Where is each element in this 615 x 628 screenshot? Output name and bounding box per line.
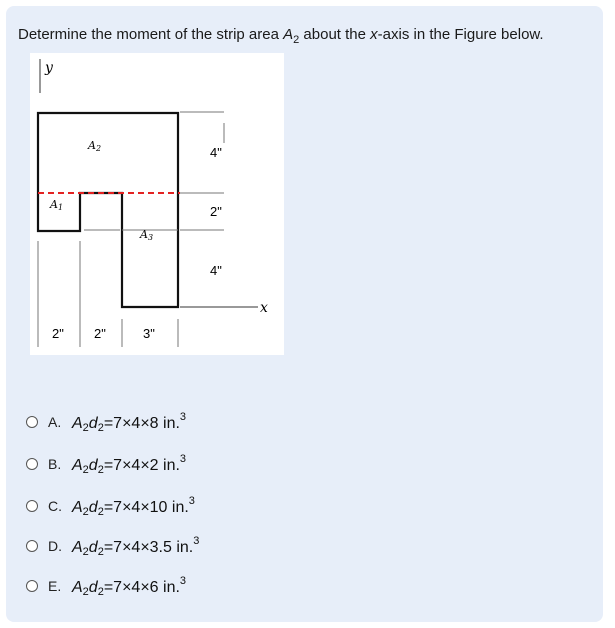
option-expression: $A_2d_2=7\times 4\times 8$ in.$^3$ [72, 410, 187, 434]
horizontal-dim-2: 2" [94, 326, 106, 341]
option-expression: $A_2d_2=7\times 4\times 10$ in.$^3$ [72, 494, 195, 518]
question-area-symbol: A [283, 26, 294, 43]
option-expression: $A_2d_2=7\times 4\times 2$ in.$^3$ [72, 452, 187, 476]
question-text [18, 26, 544, 46]
option-d[interactable] [26, 534, 199, 558]
composite-area-figure [30, 53, 284, 355]
x-axis-label: x [260, 300, 268, 316]
radio-button[interactable] [26, 458, 38, 470]
figure-svg [30, 53, 284, 355]
vertical-dim-3: 4" [210, 263, 222, 278]
horizontal-dim-3: 3" [143, 326, 155, 341]
option-letter: B. [48, 456, 62, 472]
option-b[interactable] [26, 452, 186, 476]
option-letter: E. [48, 578, 62, 594]
option-a[interactable] [26, 410, 186, 434]
radio-button[interactable] [26, 540, 38, 552]
vertical-dim-1: 4" [210, 145, 222, 160]
region-a2-label: A2 [88, 139, 102, 153]
option-letter: A. [48, 414, 62, 430]
question-suffix: -axis in the Figure below. [377, 26, 544, 43]
question-middle: about the [299, 26, 371, 43]
option-expression: $A_2d_2=7\times 4\times 3.5$ in.$^3$ [72, 534, 200, 558]
radio-button[interactable] [26, 580, 38, 592]
horizontal-dim-1: 2" [52, 326, 64, 341]
option-letter: C. [48, 498, 62, 514]
option-c[interactable] [26, 494, 195, 518]
radio-button[interactable] [26, 416, 38, 428]
option-letter: D. [48, 538, 62, 554]
question-prefix: Determine the moment of the strip area [18, 26, 284, 43]
region-a1-label: A1 [50, 198, 64, 212]
question-area-subscript: 2 [293, 34, 300, 46]
vertical-dim-2: 2" [210, 204, 222, 219]
region-a3-label: A3 [140, 228, 154, 242]
option-expression: $A_2d_2=7\times 4\times 6$ in.$^3$ [72, 574, 187, 598]
radio-button[interactable] [26, 500, 38, 512]
y-axis-label: y [45, 60, 53, 76]
option-e[interactable] [26, 574, 186, 598]
question-axis-name: x [370, 26, 378, 43]
